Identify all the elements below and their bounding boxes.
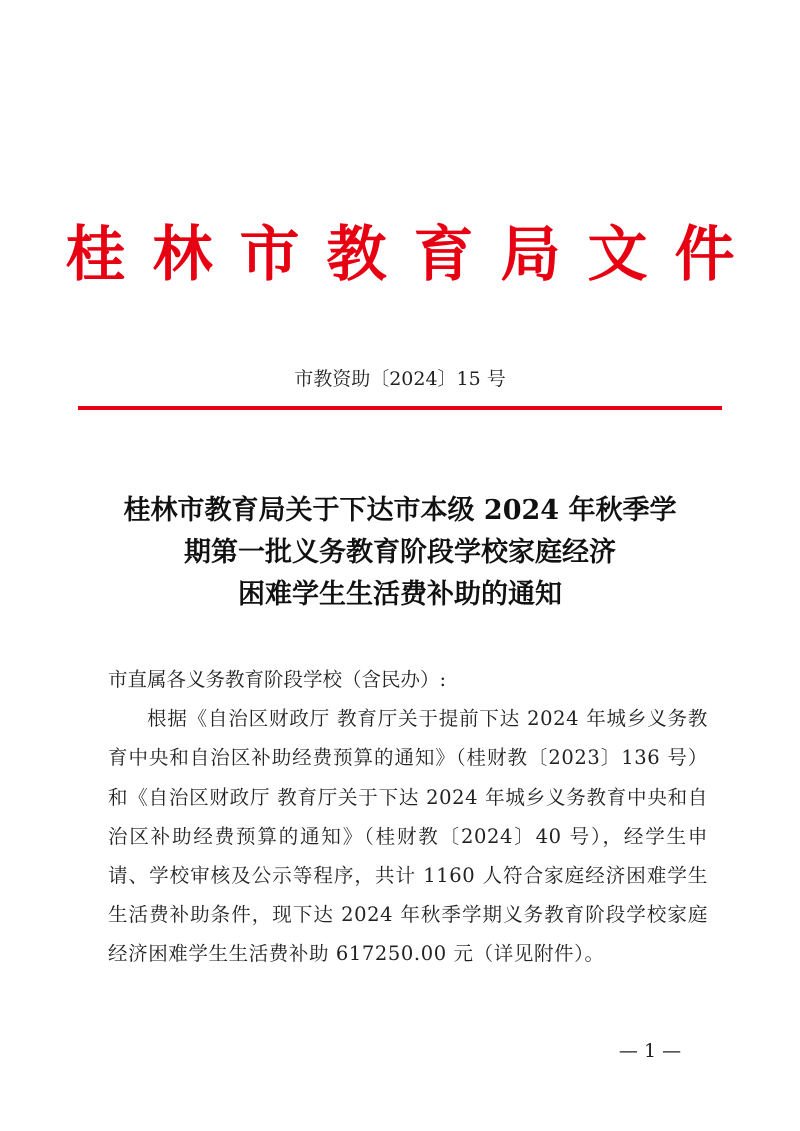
page-number: — 1 —: [618, 1040, 682, 1062]
red-divider-line: [78, 406, 722, 410]
notice-title-line-2: 期第一批义务教育阶段学校家庭经济: [184, 537, 616, 568]
letterhead-title: 桂林市教育局文件: [65, 220, 762, 290]
notice-title-line-3: 困难学生生活费补助的通知: [238, 579, 562, 610]
notice-title: [0, 490, 800, 616]
document-number: 市教资助〔2024〕15 号: [294, 368, 506, 390]
notice-title-line-1: 桂林市教育局关于下达市本级 2024 年秋季学: [123, 495, 677, 526]
body-paragraph: 根据《自治区财政厅 教育厅关于提前下达 2024 年城乡义务教育中央和自治区补助经费预算的通知》（桂财教〔2023〕136 号）和《自治区财政厅 教育厅关于下达 2024 年城乡义务教育中央和自治区补助经费预算的通知》（桂财教〔2024〕40 号），经学生申请、学校审核及公示等程序，共计 1160 人符合家庭经济困难学生生活费补助条件，现下达 2024 年秋季学期义务教育阶段学校家庭经济困难学生生活费补助 617250.00 元（详见附件）。: [108, 707, 708, 966]
notice-body: [108, 660, 708, 974]
salutation: 市直属各义务教育阶段学校（含民办）:: [108, 668, 447, 691]
